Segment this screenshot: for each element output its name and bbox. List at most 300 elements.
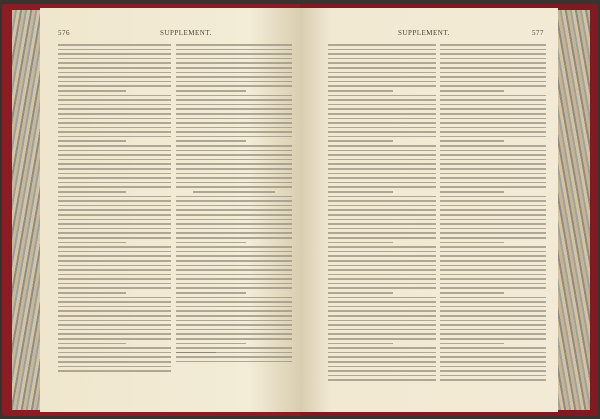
text-line	[328, 200, 436, 202]
text-line	[176, 251, 292, 253]
text-line	[58, 131, 171, 133]
text-line	[176, 186, 292, 188]
text-line	[328, 163, 436, 165]
text-line	[176, 228, 292, 230]
text-line	[440, 90, 504, 92]
text-line	[328, 274, 436, 276]
text-line	[440, 329, 546, 331]
text-line	[58, 251, 171, 253]
text-line	[176, 95, 292, 97]
text-line	[328, 375, 436, 377]
text-line	[440, 228, 546, 230]
text-line	[58, 219, 171, 221]
text-line	[176, 140, 246, 142]
text-line	[328, 81, 436, 83]
text-line	[176, 209, 292, 211]
text-line	[328, 333, 436, 335]
left-running-head: SUPPLEMENT.	[160, 29, 212, 37]
text-line	[58, 191, 126, 193]
text-line	[58, 205, 171, 207]
text-line	[193, 191, 274, 193]
text-line	[440, 269, 546, 271]
text-line	[58, 154, 171, 156]
text-line	[176, 292, 246, 294]
text-line	[440, 237, 546, 239]
text-line	[176, 269, 292, 271]
text-line	[328, 76, 436, 78]
text-line	[328, 228, 436, 230]
text-line	[328, 53, 436, 55]
text-line	[176, 99, 292, 101]
text-line	[58, 315, 171, 317]
text-line	[328, 140, 393, 142]
text-line	[58, 53, 171, 55]
text-line	[328, 315, 436, 317]
text-line	[328, 122, 436, 124]
text-line	[328, 237, 436, 239]
text-line	[440, 205, 546, 207]
text-line	[440, 99, 546, 101]
text-line	[440, 274, 546, 276]
text-line	[58, 95, 171, 97]
text-line	[58, 104, 171, 106]
text-line	[58, 370, 171, 372]
text-line	[440, 154, 546, 156]
text-line	[440, 182, 546, 184]
text-line	[440, 301, 546, 303]
text-line	[440, 209, 546, 211]
text-line	[328, 361, 436, 363]
text-line	[440, 104, 546, 106]
text-line	[176, 205, 292, 207]
text-line	[176, 278, 292, 280]
text-line	[328, 131, 436, 133]
text-line	[328, 95, 436, 97]
text-line	[440, 251, 546, 253]
text-line	[58, 237, 171, 239]
text-line	[176, 90, 246, 92]
text-line	[58, 159, 171, 161]
text-line	[58, 49, 171, 51]
text-line	[58, 214, 171, 216]
text-line	[328, 113, 436, 115]
text-line	[176, 113, 292, 115]
text-line	[176, 232, 292, 234]
text-line	[440, 168, 546, 170]
text-line	[328, 269, 436, 271]
text-line	[176, 260, 292, 262]
text-line	[58, 338, 171, 340]
text-line	[58, 223, 171, 225]
text-line	[176, 324, 292, 326]
text-line	[58, 255, 171, 257]
text-line	[440, 177, 546, 179]
text-line	[440, 219, 546, 221]
text-line	[328, 329, 436, 331]
text-line	[176, 297, 292, 299]
text-line	[176, 246, 292, 248]
text-line	[328, 370, 436, 372]
text-line	[328, 347, 436, 349]
text-line	[328, 306, 436, 308]
text-line	[176, 168, 292, 170]
text-line	[176, 242, 246, 244]
text-line	[440, 49, 546, 51]
text-line	[440, 320, 546, 322]
text-line	[440, 118, 546, 120]
text-line	[328, 136, 436, 138]
text-line	[440, 297, 546, 299]
text-line	[328, 196, 436, 198]
left-page-footnote	[176, 356, 292, 365]
text-line	[328, 90, 393, 92]
text-line	[440, 173, 546, 175]
text-line	[328, 127, 436, 129]
text-line	[58, 297, 171, 299]
text-line	[58, 343, 126, 345]
text-line	[58, 67, 171, 69]
text-line	[58, 292, 126, 294]
text-line	[440, 113, 546, 115]
text-line	[58, 81, 171, 83]
left-page-column-1	[58, 44, 171, 375]
text-line	[440, 292, 504, 294]
text-line	[58, 200, 171, 202]
text-line	[176, 361, 292, 363]
text-line	[58, 265, 171, 267]
text-line	[440, 338, 546, 340]
text-line	[58, 163, 171, 165]
text-line	[58, 99, 171, 101]
text-line	[176, 200, 292, 202]
text-line	[440, 306, 546, 308]
text-line	[176, 320, 292, 322]
text-line	[58, 150, 171, 152]
text-line	[328, 191, 393, 193]
text-line	[440, 324, 546, 326]
text-line	[440, 200, 546, 202]
right-running-head: SUPPLEMENT.	[398, 29, 450, 37]
text-line	[176, 81, 292, 83]
text-line	[440, 150, 546, 152]
text-line	[328, 205, 436, 207]
text-line	[328, 356, 436, 358]
text-line	[440, 214, 546, 216]
text-line	[440, 232, 546, 234]
text-line	[328, 145, 436, 147]
text-line	[176, 237, 292, 239]
text-line	[328, 150, 436, 152]
text-line	[328, 283, 436, 285]
text-line	[58, 127, 171, 129]
text-line	[176, 67, 292, 69]
text-line	[328, 223, 436, 225]
text-line	[58, 186, 171, 188]
text-line	[328, 168, 436, 170]
text-line	[328, 352, 436, 354]
text-line	[58, 145, 171, 147]
text-line	[440, 356, 546, 358]
text-line	[328, 255, 436, 257]
text-line	[176, 329, 292, 331]
text-line	[176, 274, 292, 276]
text-line	[176, 154, 292, 156]
text-line	[328, 251, 436, 253]
text-line	[328, 320, 436, 322]
text-line	[440, 127, 546, 129]
text-line	[328, 99, 436, 101]
text-line	[328, 186, 436, 188]
text-line	[58, 347, 171, 349]
text-line	[440, 58, 546, 60]
text-line	[58, 260, 171, 262]
left-page-column-2	[176, 44, 292, 356]
text-line	[176, 118, 292, 120]
text-line	[58, 310, 171, 312]
text-line	[440, 76, 546, 78]
text-line	[328, 154, 436, 156]
text-line	[176, 53, 292, 55]
text-line	[328, 287, 436, 289]
text-line	[328, 44, 436, 46]
text-line	[328, 85, 436, 87]
text-line	[176, 214, 292, 216]
text-line	[176, 182, 292, 184]
text-line	[440, 366, 546, 368]
text-line	[440, 260, 546, 262]
text-line	[176, 72, 292, 74]
text-line	[440, 287, 546, 289]
text-line	[58, 113, 171, 115]
text-line	[440, 67, 546, 69]
text-line	[440, 375, 546, 377]
text-line	[440, 265, 546, 267]
text-line	[440, 163, 546, 165]
text-line	[440, 72, 546, 74]
text-line	[328, 104, 436, 106]
text-line	[440, 347, 546, 349]
text-line	[176, 58, 292, 60]
text-line	[58, 182, 171, 184]
text-line	[58, 76, 171, 78]
text-line	[58, 301, 171, 303]
text-line	[176, 223, 292, 225]
text-line	[440, 315, 546, 317]
text-line	[328, 209, 436, 211]
text-line	[328, 379, 436, 381]
text-line	[328, 246, 436, 248]
text-line	[328, 173, 436, 175]
text-line	[176, 131, 292, 133]
text-line	[176, 356, 292, 358]
text-line	[58, 168, 171, 170]
text-line	[328, 232, 436, 234]
text-line	[58, 278, 171, 280]
text-line	[58, 287, 171, 289]
text-line	[440, 95, 546, 97]
text-line	[440, 343, 504, 345]
text-line	[440, 131, 546, 133]
text-line	[176, 347, 292, 349]
text-line	[58, 177, 171, 179]
text-line	[176, 76, 292, 78]
text-line	[328, 301, 436, 303]
text-line	[58, 361, 171, 363]
text-line	[176, 122, 292, 124]
right-page-number: 577	[532, 29, 544, 37]
text-line	[58, 44, 171, 46]
text-line	[176, 338, 292, 340]
text-line	[440, 283, 546, 285]
text-line	[58, 274, 171, 276]
text-line	[440, 136, 546, 138]
text-line	[440, 379, 546, 381]
text-line	[440, 122, 546, 124]
text-line	[58, 140, 126, 142]
text-line	[176, 306, 292, 308]
text-line	[58, 329, 171, 331]
text-line	[176, 196, 292, 198]
text-line	[328, 62, 436, 64]
text-line	[440, 140, 504, 142]
text-line	[328, 214, 436, 216]
text-line	[440, 159, 546, 161]
text-line	[176, 145, 292, 147]
text-line	[440, 361, 546, 363]
text-line	[440, 108, 546, 110]
text-line	[58, 246, 171, 248]
text-line	[440, 333, 546, 335]
text-line	[58, 366, 171, 368]
text-line	[440, 85, 546, 87]
text-line	[58, 196, 171, 198]
text-line	[328, 219, 436, 221]
text-line	[328, 108, 436, 110]
text-line	[440, 186, 546, 188]
text-line	[58, 136, 171, 138]
text-line	[176, 333, 292, 335]
text-line	[58, 90, 126, 92]
text-line	[58, 85, 171, 87]
text-line	[440, 223, 546, 225]
text-line	[176, 177, 292, 179]
text-line	[328, 242, 393, 244]
text-line	[58, 58, 171, 60]
text-line	[328, 265, 436, 267]
text-line	[328, 67, 436, 69]
text-line	[328, 182, 436, 184]
marbled-page-edge-left	[12, 10, 42, 410]
text-line	[176, 62, 292, 64]
text-line	[440, 370, 546, 372]
right-page-column-2	[440, 44, 546, 384]
text-line	[176, 265, 292, 267]
text-line	[58, 232, 171, 234]
text-line	[440, 53, 546, 55]
text-line	[58, 269, 171, 271]
text-line	[176, 49, 292, 51]
text-line	[328, 49, 436, 51]
text-line	[440, 255, 546, 257]
right-page-column-1	[328, 44, 436, 384]
text-line	[58, 283, 171, 285]
text-line	[328, 310, 436, 312]
text-line	[58, 356, 171, 358]
text-line	[58, 209, 171, 211]
text-line	[328, 159, 436, 161]
text-line	[176, 136, 292, 138]
text-line	[176, 150, 292, 152]
text-line	[440, 62, 546, 64]
text-line	[58, 118, 171, 120]
text-line	[328, 343, 393, 345]
text-line	[176, 343, 246, 345]
text-line	[440, 81, 546, 83]
text-line	[58, 72, 171, 74]
text-line	[176, 315, 292, 317]
text-line	[58, 228, 171, 230]
text-line	[328, 72, 436, 74]
text-line	[58, 242, 126, 244]
text-line	[176, 44, 292, 46]
text-line	[176, 104, 292, 106]
text-line	[440, 246, 546, 248]
text-line	[440, 310, 546, 312]
text-line	[58, 122, 171, 124]
text-line	[176, 163, 292, 165]
text-line	[328, 58, 436, 60]
text-line	[440, 145, 546, 147]
text-line	[58, 108, 171, 110]
text-line	[176, 310, 292, 312]
text-line	[176, 159, 292, 161]
text-line	[58, 306, 171, 308]
text-line	[328, 278, 436, 280]
text-line	[328, 297, 436, 299]
text-line	[58, 320, 171, 322]
text-line	[328, 260, 436, 262]
text-line	[176, 108, 292, 110]
left-page-number: 576	[58, 29, 70, 37]
text-line	[440, 196, 546, 198]
text-line	[440, 191, 504, 193]
text-line	[176, 173, 292, 175]
text-line	[328, 292, 393, 294]
text-line	[440, 352, 546, 354]
text-line	[328, 338, 436, 340]
text-line	[58, 352, 171, 354]
text-line	[440, 242, 504, 244]
marbled-page-edge-right	[556, 10, 590, 410]
text-line	[176, 219, 292, 221]
text-line	[58, 173, 171, 175]
text-line	[176, 127, 292, 129]
text-line	[176, 85, 292, 87]
text-line	[328, 324, 436, 326]
text-line	[440, 278, 546, 280]
text-line	[176, 301, 292, 303]
text-line	[58, 333, 171, 335]
text-line	[440, 44, 546, 46]
text-line	[328, 118, 436, 120]
text-line	[176, 255, 292, 257]
text-line	[328, 177, 436, 179]
text-line	[58, 324, 171, 326]
footnote-rule	[176, 352, 216, 353]
text-line	[328, 366, 436, 368]
text-line	[58, 62, 171, 64]
text-line	[176, 287, 292, 289]
